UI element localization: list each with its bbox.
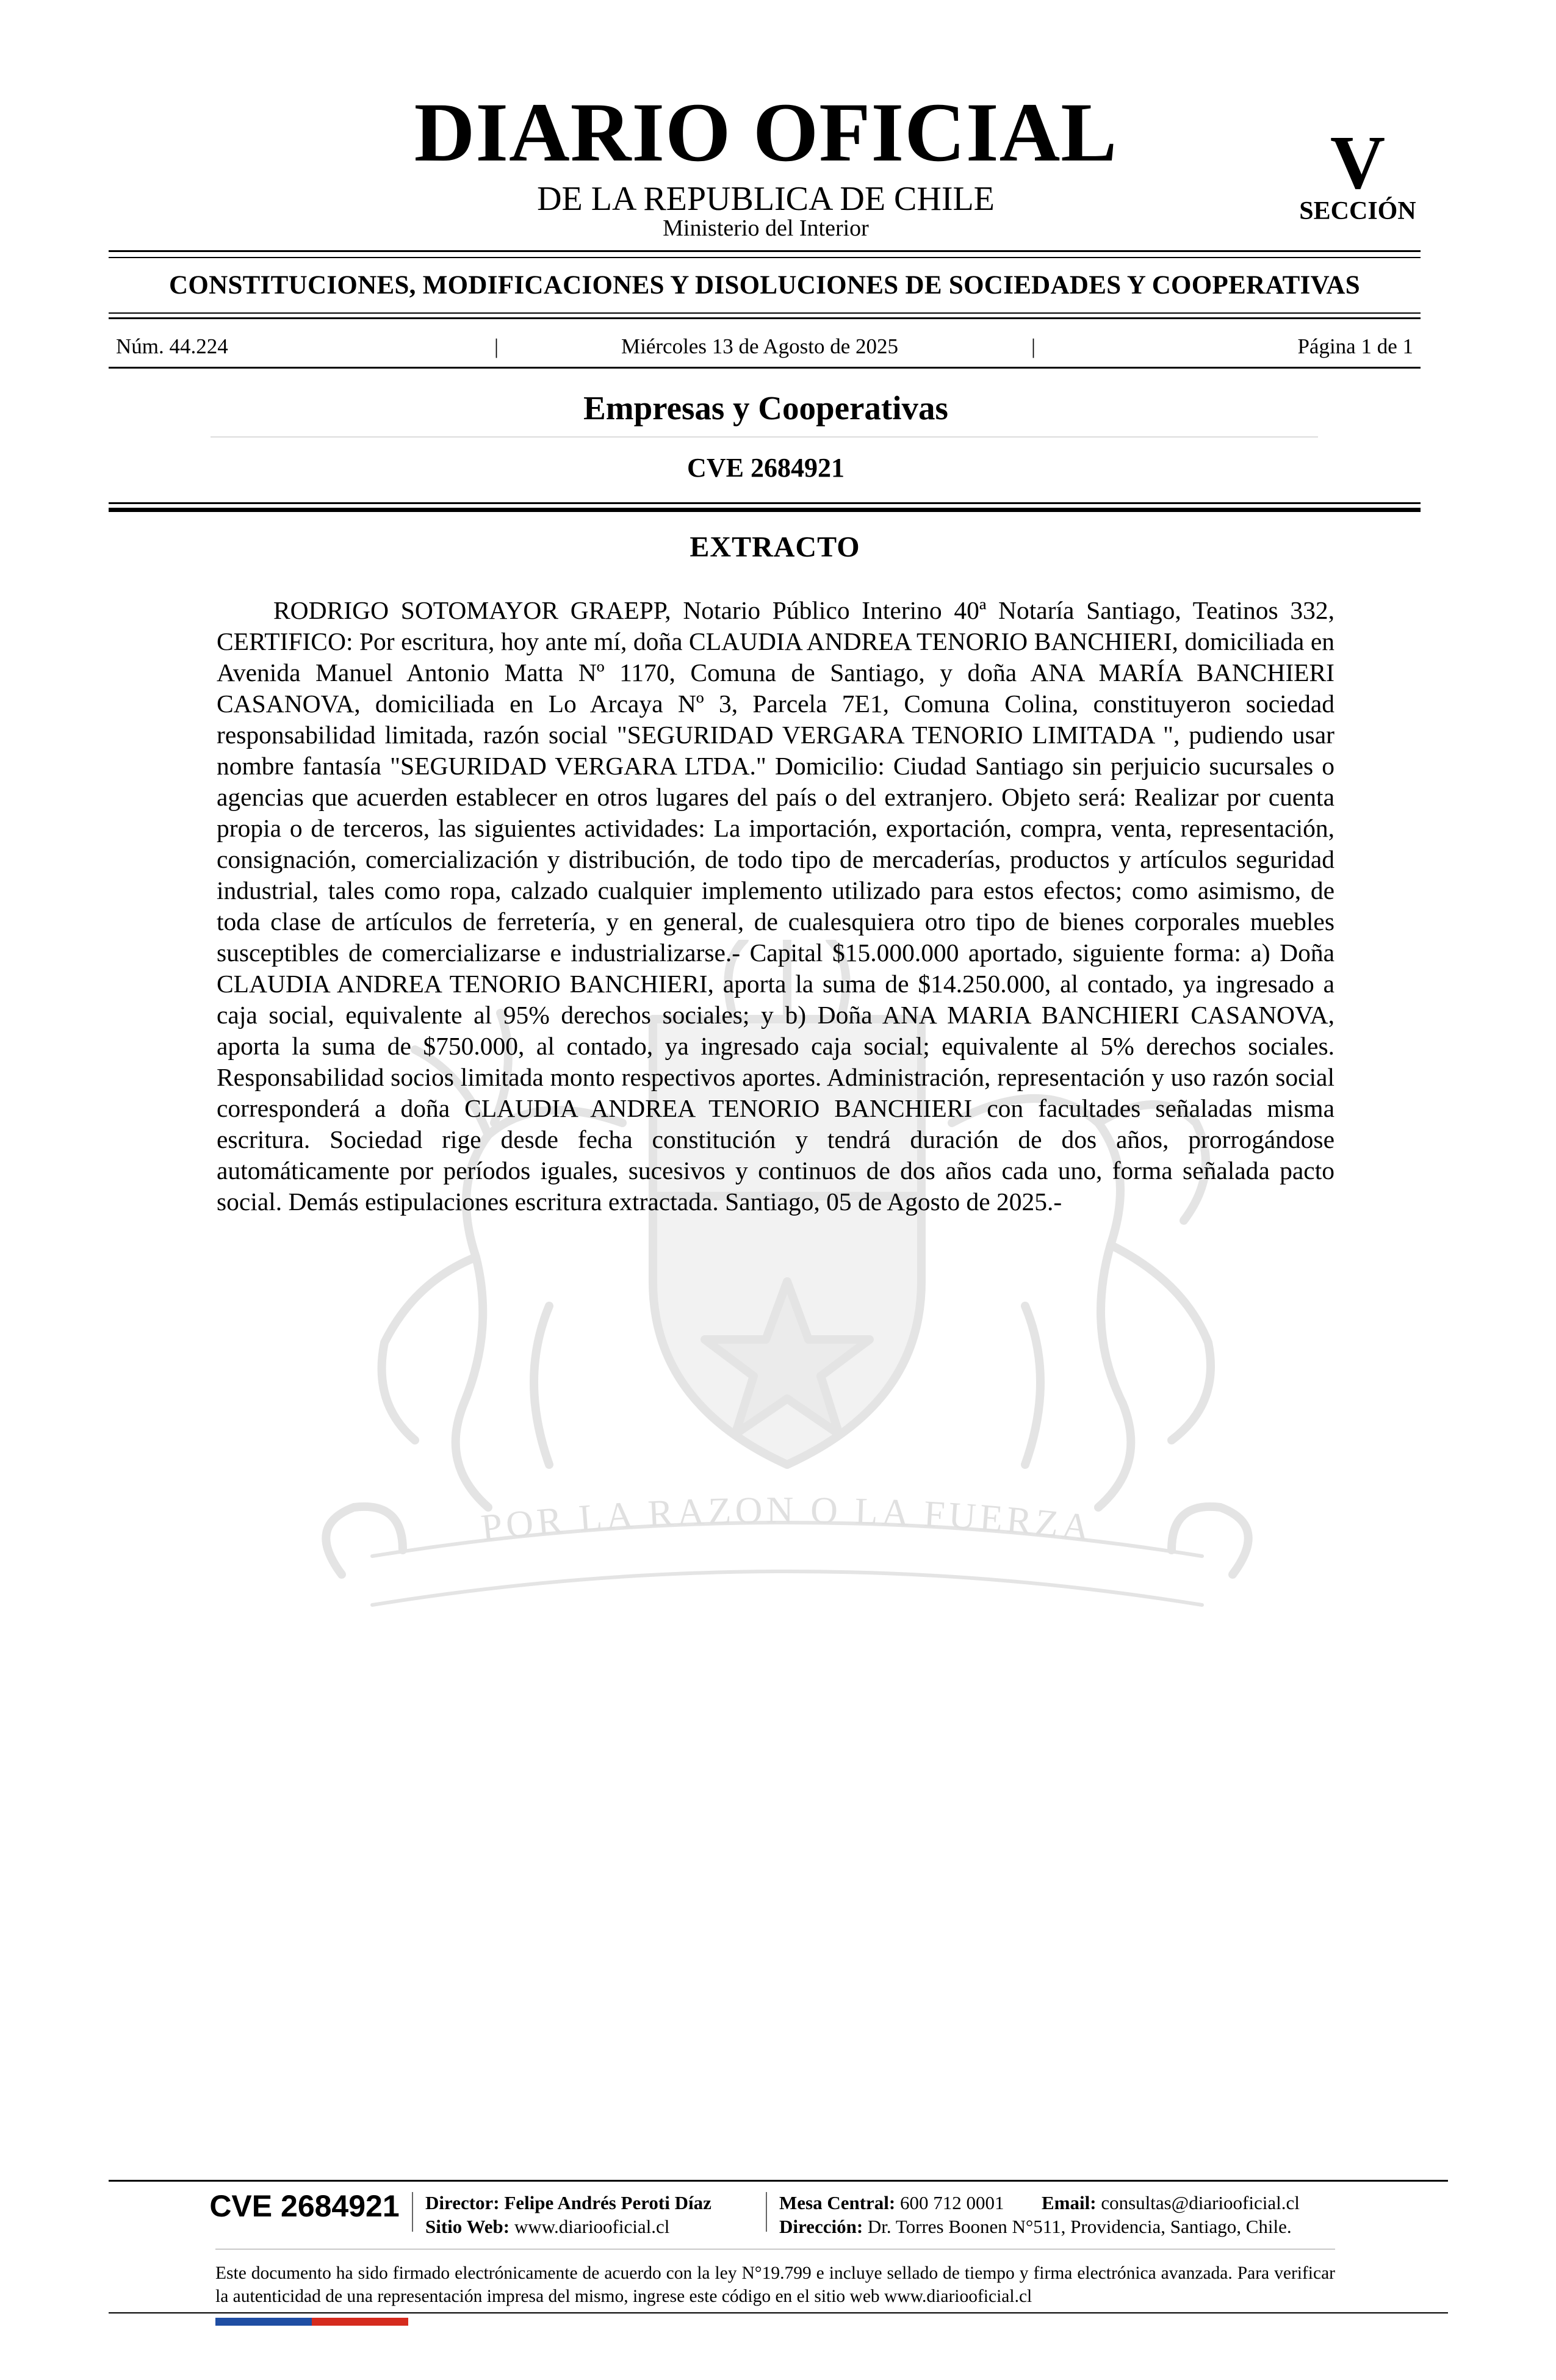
newspaper-subtitle: DE LA REPUBLICA DE CHILE: [537, 180, 995, 218]
info-rule: [109, 367, 1421, 369]
newspaper-title: DIARIO OFICIAL: [414, 85, 1118, 179]
footer-address: [779, 2217, 1292, 2236]
banner-rule-top: [109, 312, 1421, 314]
cve-rule-bottom: [109, 508, 1421, 512]
address-label: Dirección:: [779, 2216, 863, 2237]
footer-director: [425, 2193, 711, 2212]
document-heading: EXTRACTO: [690, 531, 860, 563]
issue-number: Núm. 44.224: [116, 334, 228, 358]
watermark-motto: POR LA RAZON O LA FUERZA: [479, 1489, 1095, 1549]
phone-label: Mesa Central:: [779, 2192, 896, 2213]
footer-divider: [766, 2192, 767, 2232]
ministry-label: Ministerio del Interior: [663, 215, 869, 241]
website-label: Sitio Web:: [425, 2216, 510, 2237]
issue-date: Miércoles 13 de Agosto de 2025: [621, 334, 898, 358]
footer-website: [425, 2217, 669, 2236]
cve-rule-top: [109, 502, 1421, 504]
category-rule: [211, 436, 1318, 438]
section-letter: V: [1330, 121, 1386, 205]
director-name: Felipe Andrés Peroti Díaz: [504, 2192, 711, 2213]
masthead-rule-bottom: [109, 257, 1421, 258]
cve-code: CVE 2684921: [687, 453, 845, 483]
svg-text:POR LA RAZON O LA FUERZA: [479, 1490, 1095, 1549]
email-label: Email:: [1042, 2192, 1097, 2213]
document-body: RODRIGO SOTOMAYOR GRAEPP, Notario Público Interino 40ª Notaría Santiago, Teatinos 332, CERTIFICO: Por escritura, hoy ante mí, doña CLAUDIA ANDREA TENORIO BANCHIERI, domiciliada en Avenida Manuel Antonio Matta Nº 1170, Comuna de Santiago, y doña ANA MARÍA BANCHIERI CASANOVA, domiciliada en Lo Arcaya Nº 3, Parcela 7E1, Comuna Colina, constituyeron sociedad responsabilidad limitada, razón social "SEGURIDAD VERGARA TENORIO LIMITADA ", pudiendo usar nombre fantasía "SEGURIDAD VERGARA LTDA." Domicilio: Ciudad Santiago sin perjuicio sucursales o agencias que acuerden establecer en otros lugares del país o del extranjero. Objeto será: Realizar por cuenta propia o de terceros, las siguientes actividades: La importación, exportación, compra, venta, representación, consignación, comercialización y distribución, de todo tipo de mercaderías, productos y artículos seguridad industrial, tales como ropa, calzado cualquier implemento utilizado para estos efectos; como asimismo, de toda clase de artículos de ferretería, y en general, de cualesquiera otro tipo de bienes corporales muebles susceptibles de comercializarse e industrializarse.- Capital $15.000.000 aportado, siguiente forma: a) Doña CLAUDIA ANDREA TENORIO BANCHIERI, aporta la suma de $14.250.000, al contado, ya ingresado a caja social, equivalente al 95% derechos sociales; y b) Doña ANA MARIA BANCHIERI CASANOVA, aporta la suma de $750.000, al contado, ya ingresado caja social; equivalente al 5% derechos sociales. Responsabilidad socios limitada monto respectivos aportes. Administración, representación y uso razón social corresponderá a doña CLAUDIA ANDREA TENORIO BANCHIERI con facultades señaladas misma escritura. Sociedad rige desde fecha constitución y tendrá duración de dos años, prorrogándose automáticamente por períodos iguales, sucesivos y continuos de dos años cada uno, forma señalada pacto social. Demás estipulaciones escritura extractada. Santiago, 05 de Agosto de 2025.-: [217, 596, 1334, 1216]
page-indicator: Página 1 de 1: [1297, 334, 1413, 358]
address-value: Dr. Torres Boonen N°511, Providencia, Santiago, Chile.: [867, 2216, 1292, 2237]
section-banner: CONSTITUCIONES, MODIFICACIONES Y DISOLUCIONES DE SOCIEDADES Y COOPERATIVAS: [168, 271, 1360, 300]
flag-stripe-red: [312, 2318, 408, 2326]
email-link[interactable]: consultas@diariooficial.cl: [1101, 2192, 1300, 2213]
footer-cve-code: CVE 2684921: [209, 2189, 400, 2223]
info-separator: |: [1031, 334, 1036, 358]
flag-stripe-blue: [215, 2318, 312, 2326]
signature-notice: Este documento ha sido firmado electrónicamente de acuerdo con la ley N°19.799 e incluye sellado de tiempo y firma electrónica avanzada. Para verificar la autenticidad de una representación impresa del mismo, ingrese este código en el sitio web www.diariooficial.cl: [215, 2263, 1335, 2306]
phone-number: 600 712 0001: [900, 2192, 1004, 2213]
footer-phone: [779, 2193, 1004, 2212]
director-label: Director:: [425, 2192, 500, 2213]
footer-email: [1042, 2193, 1300, 2212]
section-label: SECCIÓN: [1299, 197, 1416, 225]
footer-divider: [412, 2192, 413, 2232]
category-title: Empresas y Cooperativas: [583, 389, 948, 427]
masthead-rule-top: [109, 250, 1421, 252]
footer-rule-bottom: [109, 2312, 1448, 2313]
footer-rule-top: [109, 2180, 1448, 2182]
website-link[interactable]: www.diariooficial.cl: [514, 2216, 670, 2237]
info-separator: |: [494, 334, 499, 358]
banner-rule-bottom: [109, 317, 1421, 319]
